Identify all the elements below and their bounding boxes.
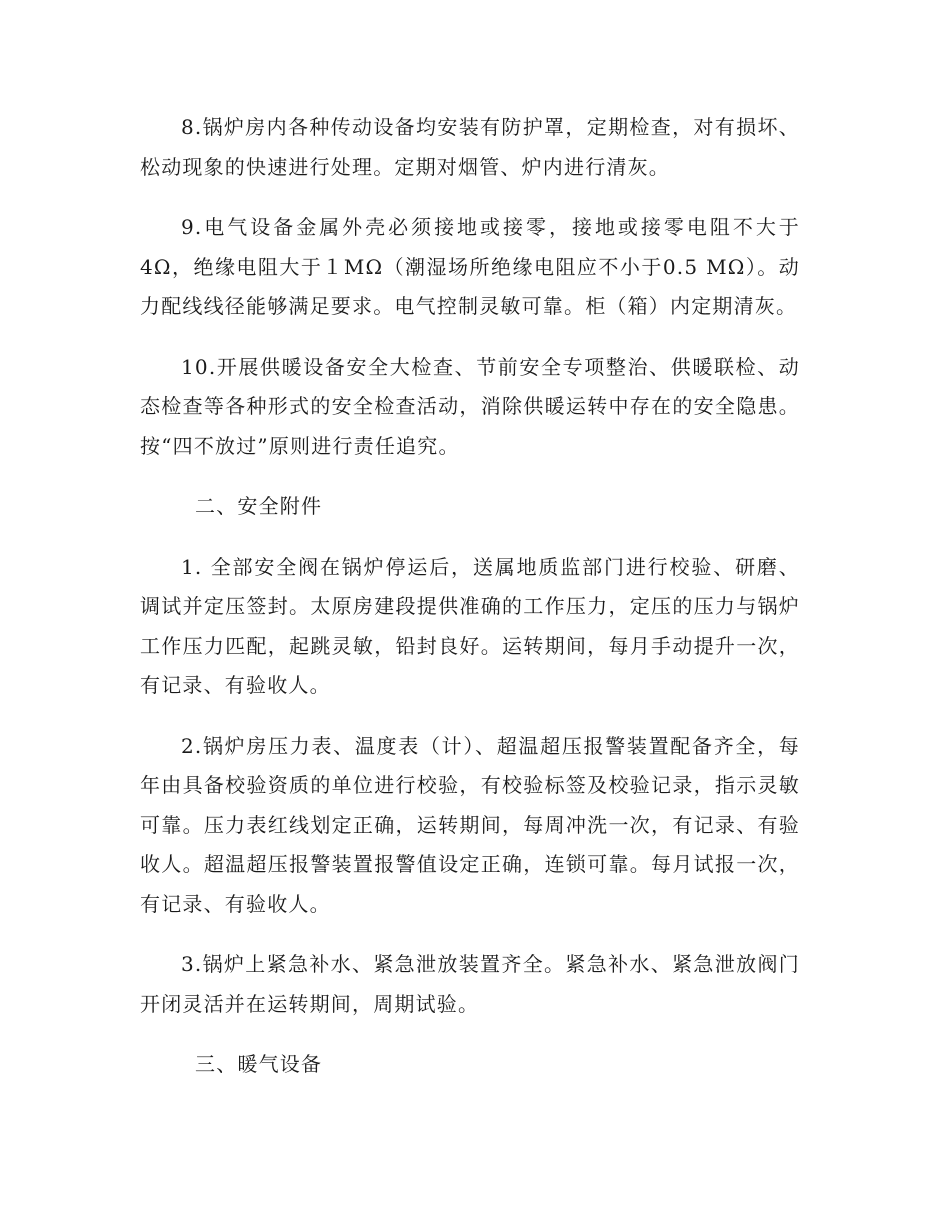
paragraph-emergency-devices: 3.锅炉上紧急补水、紧急泄放装置齐全。紧急补水、紧急泄放阀门开闭灵活并在运转期间，周期试验。 — [140, 952, 800, 1016]
section-heading-safety-accessories: 二、安全附件 — [195, 494, 323, 518]
paragraph-electrical-grounding: 9.电气设备金属外壳必须接地或接零，接地或接零电阻不大于4Ω，绝缘电阻大于１MΩ（潮湿场所绝缘电阻应不小于0.5 MΩ）。动力配线线径能够满足要求。电气控制灵敏可靠。柜（箱）内定期清灰。 — [140, 215, 800, 318]
paragraph-transmission-guards: 8.锅炉房内各种传动设备均安装有防护罩，定期检查，对有损坏、松动现象的快速进行处理。定期对烟管、炉内进行清灰。 — [140, 115, 800, 179]
document-body — [140, 108, 800, 1106]
paragraph-safety-inspections: 10.开展供暖设备安全大检查、节前安全专项整治、供暖联检、动态检查等各种形式的安全检查活动，消除供暖运转中存在的安全隐患。按“四不放过”原则进行责任追究。 — [140, 354, 800, 458]
paragraph-gauges-alarms: 2.锅炉房压力表、温度表（计）、超温超压报警装置配备齐全，每年由具备校验资质的单位进行校验，有校验标签及校验记录，指示灵敏可靠。压力表红线划定正确，运转期间，每周冲洗一次，有记录、有验收人。超温超压报警装置报警值设定正确，连锁可靠。每月试报一次，有记录、有验收人。 — [140, 733, 800, 916]
section-heading-heating-equipment: 三、暖气设备 — [195, 1052, 323, 1076]
paragraph-safety-valves: 1. 全部安全阀在锅炉停运后，送属地质监部门进行校验、研磨、调试并定压签封。太原房建段提供准确的工作压力，定压的压力与锅炉工作压力匹配，起跳灵敏，铅封良好。运转期间，每月手动提升一次，有记录、有验收人。 — [140, 554, 800, 697]
